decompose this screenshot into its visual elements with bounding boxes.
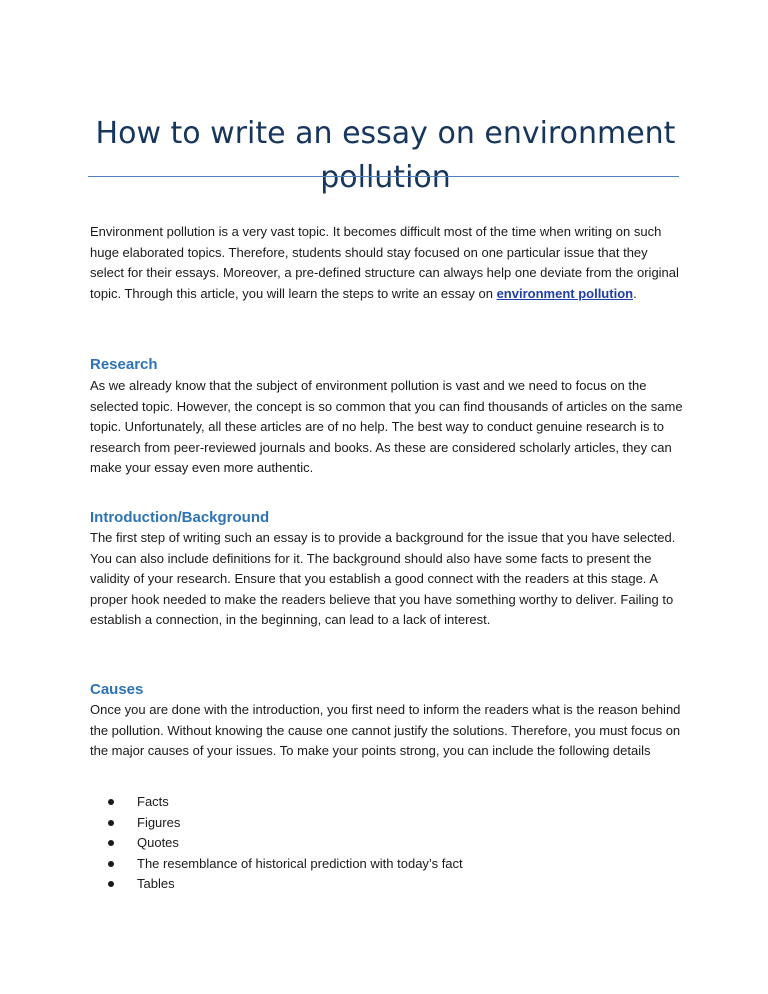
list-item	[108, 792, 463, 813]
research-paragraph: As we already know that the subject of environment pollution is vast and we need to focus on the selected topic. However, the concept is so common that you can find thousands of articles on the same topic. Unfortunately, all these articles are of no help. The best way to conduct genuine research is to research from peer-reviewed journals and books. As these are considered scholarly articles, they can make your essay even more authentic.	[90, 378, 683, 475]
bullet-icon	[108, 840, 114, 846]
introduction-heading: Introduction/Background	[90, 509, 270, 526]
intro-text: Environment pollution is a very vast topic. It becomes difficult most of the time when writing on such huge elaborated topics. Therefore, students should stay focused on one particular issue that they select for their essays. Moreover, a pre-defined structure can always help one deviate from the original topic. Through this article, you will learn the steps to write an essay on	[90, 224, 679, 301]
bullet-icon	[108, 799, 114, 805]
causes-bullet-list	[108, 792, 463, 895]
intro-paragraph	[90, 222, 685, 304]
bullet-icon	[108, 820, 114, 826]
bullet-text: Tables	[137, 876, 175, 891]
intro-suffix: .	[633, 285, 637, 301]
causes-heading: Causes	[90, 681, 144, 698]
research-heading: Research	[90, 356, 158, 373]
introduction-paragraph: The first step of writing such an essay is to provide a background for the issue that you have selected. You can also include definitions for it. The background should also have some facts to present the validity of your research. Ensure that you establish a good connect with the readers at this stage. A proper hook needed to make the readers believe that you have something worthy to deliver. Failing to establish a connection, in the beginning, can lead to a lack of interest.	[90, 530, 676, 627]
list-item	[108, 833, 463, 854]
list-item	[108, 813, 463, 834]
causes-paragraph: Once you are done with the introduction, you first need to inform the readers what is the reason behind the pollution. Without knowing the cause one cannot justify the solutions. Therefore, you must focus on the major causes of your issues. To make your points strong, you can include the following details	[90, 702, 681, 758]
bullet-text: The resemblance of historical prediction with today’s fact	[137, 855, 463, 871]
document-title: How to write an essay on environment pollution	[95, 116, 676, 196]
bullet-text: Quotes	[137, 835, 179, 850]
list-item	[108, 854, 463, 875]
bullet-icon	[108, 881, 114, 887]
list-item	[108, 874, 463, 895]
title-divider	[88, 176, 679, 177]
bullet-text: Facts	[137, 794, 169, 809]
bullet-icon	[108, 861, 114, 867]
bullet-text: Figures	[137, 814, 181, 830]
environment-pollution-link[interactable]: environment pollution	[496, 285, 634, 301]
